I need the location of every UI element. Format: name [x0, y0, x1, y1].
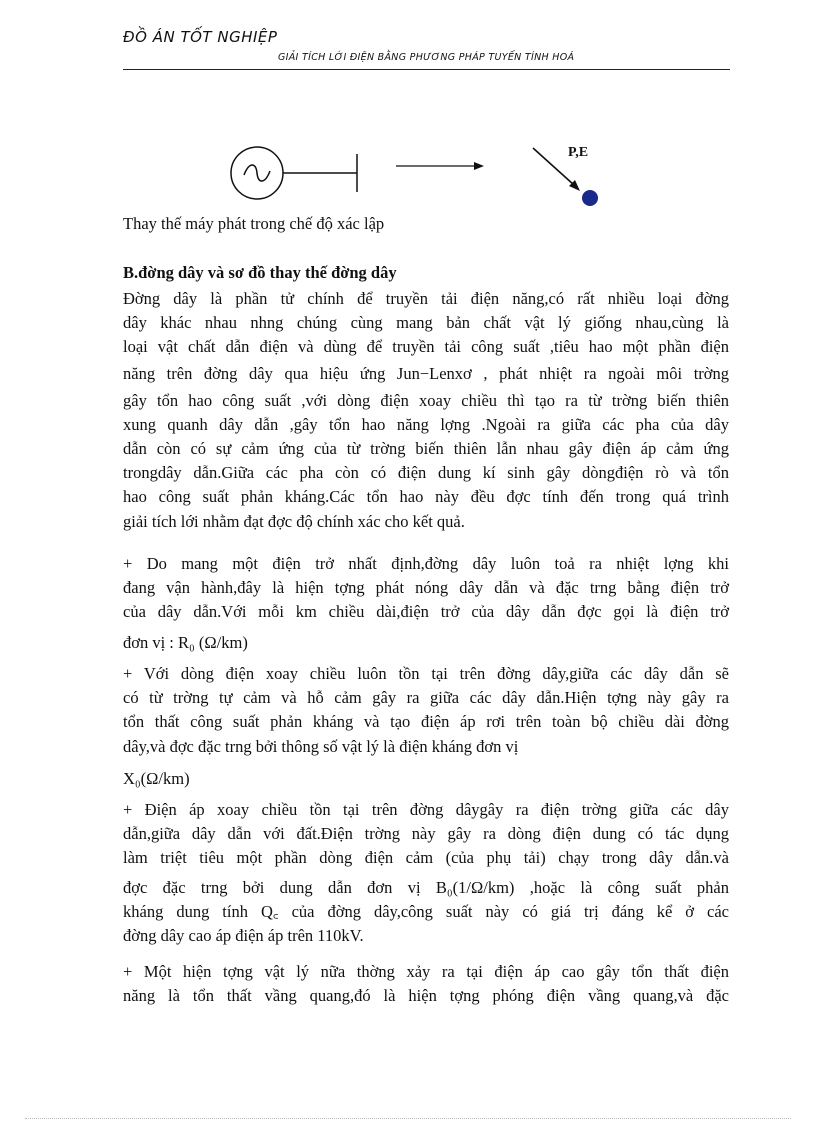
generator-diagram [0, 0, 816, 230]
text-line: loại vật chất dẫn điện và dùng để truyền tải công suất ,tiêu hao một phần điện [123, 337, 729, 357]
text-line: đơn vị : R₀ (Ω/km) [123, 632, 248, 652]
page-bottom-rule [25, 1118, 791, 1119]
text-line: dẫn còn có sự cảm ứng của từ trờng biến thiên lẫn nhau gây điện áp cảm ứng [123, 438, 729, 458]
text-line: dây,và đợc đặc trng bởi thông số vật lý là điện kháng đơn vị [123, 736, 519, 756]
text-line: + Do mang một điện trở nhất định,đờng dây luôn toả ra nhiệt lợng khi [123, 554, 729, 573]
figure-caption: Thay thế máy phát trong chế độ xác lập [123, 214, 385, 233]
text-line: đang vận hành,đây là hiện tợng phát nóng dây dẫn và đặc trng bằng điện trở [123, 578, 729, 598]
ac-generator-icon [231, 147, 357, 199]
text-line: dẫn,giữa dây dẫn với đất.Điện trờng này gây ra dòng điện dung có tác dụng [123, 824, 729, 844]
text-line: năng trên đờng dây qua hiệu ứng Jun−Lenxơ , phát nhiệt ra ngoài môi trờng [123, 363, 729, 383]
text-line: + Với dòng điện xoay chiều luôn tồn tại trên đờng dây,giữa các dây dẫn sẽ [123, 664, 729, 683]
paragraph-2 [123, 552, 729, 655]
paragraph-5 [123, 960, 729, 1008]
header-subtitle: GIẢI TÍCH LỚI ĐIỆN BẰNG PHƯƠNG PHÁP TUYẾN TÍNH HOÁ [278, 52, 575, 63]
text-line: + Điện áp xoay chiều tồn tại trên đờng dâygây ra điện trờng giữa các dây [123, 800, 729, 819]
paragraph-4 [123, 798, 729, 948]
text-line: hao công suất phản kháng.Các tổn hao này đều đợc tính đến trong quá trình [123, 487, 729, 507]
text-line: gây tổn hao công suất ,với dòng điện xoay chiều thì tạo ra từ trờng biến thiên [123, 390, 729, 410]
paragraph-1 [123, 287, 729, 534]
text-line: năng là tổn thất vầng quang,đó là hiện tợng phóng điện vầng quang,và đặc [123, 986, 729, 1006]
text-line: tổn thất công suất phản kháng và tạo điện áp rơi trên toàn bộ chiều dài đờng [123, 712, 729, 732]
text-line: của dây dẫn.Với mỗi km chiều dài,điện trở của dây dẫn đợc gọi là điện trở [123, 602, 729, 622]
text-line: đờng dây cao áp điện áp trên 110kV. [123, 925, 364, 945]
paragraph-3 [123, 662, 729, 791]
diagram-label: P,E [568, 145, 589, 160]
text-line: kháng dung tính Q꜀ của đờng dây,công suất này có giá trị đáng kể ở các [123, 901, 729, 921]
text-line: đợc đặc trng bởi dung dẫn đơn vị B₀(1/Ω/km) ,hoặc là công suất phản [123, 877, 729, 897]
arrow-right-icon [396, 162, 484, 170]
text-line: trongdây dẫn.Giữa các pha còn có điện dung kí sinh gây dòngđiện rò và tổn [123, 463, 729, 483]
text-line: X₀(Ω/km) [123, 768, 190, 788]
load-node-icon [533, 148, 598, 206]
text-line: có từ trờng tự cảm và hỗ cảm gây ra giữa các dây dẫn.Hiện tợng này gây ra [123, 688, 729, 708]
text-line: làm triệt tiêu một phần dòng điện cảm (của phụ tải) chạy trong dây dẫn.và [123, 848, 729, 868]
text-line: xung quanh dây dẫn ,gây tổn hao năng lợng .Ngoài ra giữa các pha của dây [123, 414, 729, 434]
section-heading: B.đờng dây và sơ đồ thay thế đờng dây [123, 263, 397, 282]
text-line: dây khác nhau nhng chúng cùng mang bản chất vật lý giống nhau,cùng là [123, 313, 729, 333]
text-line: giải tích lới nhằm đạt đợc độ chính xác cho kết quả. [123, 511, 465, 531]
text-line: + Một hiện tợng vật lý nữa thờng xảy ra tại điện áp cao gây tổn thất điện [123, 962, 729, 981]
header-title: ĐỒ ÁN TỐT NGHIỆP [123, 28, 278, 46]
text-line: Đờng dây là phần tử chính để truyền tải điện năng,có rất nhiều loại đờng [123, 289, 729, 308]
